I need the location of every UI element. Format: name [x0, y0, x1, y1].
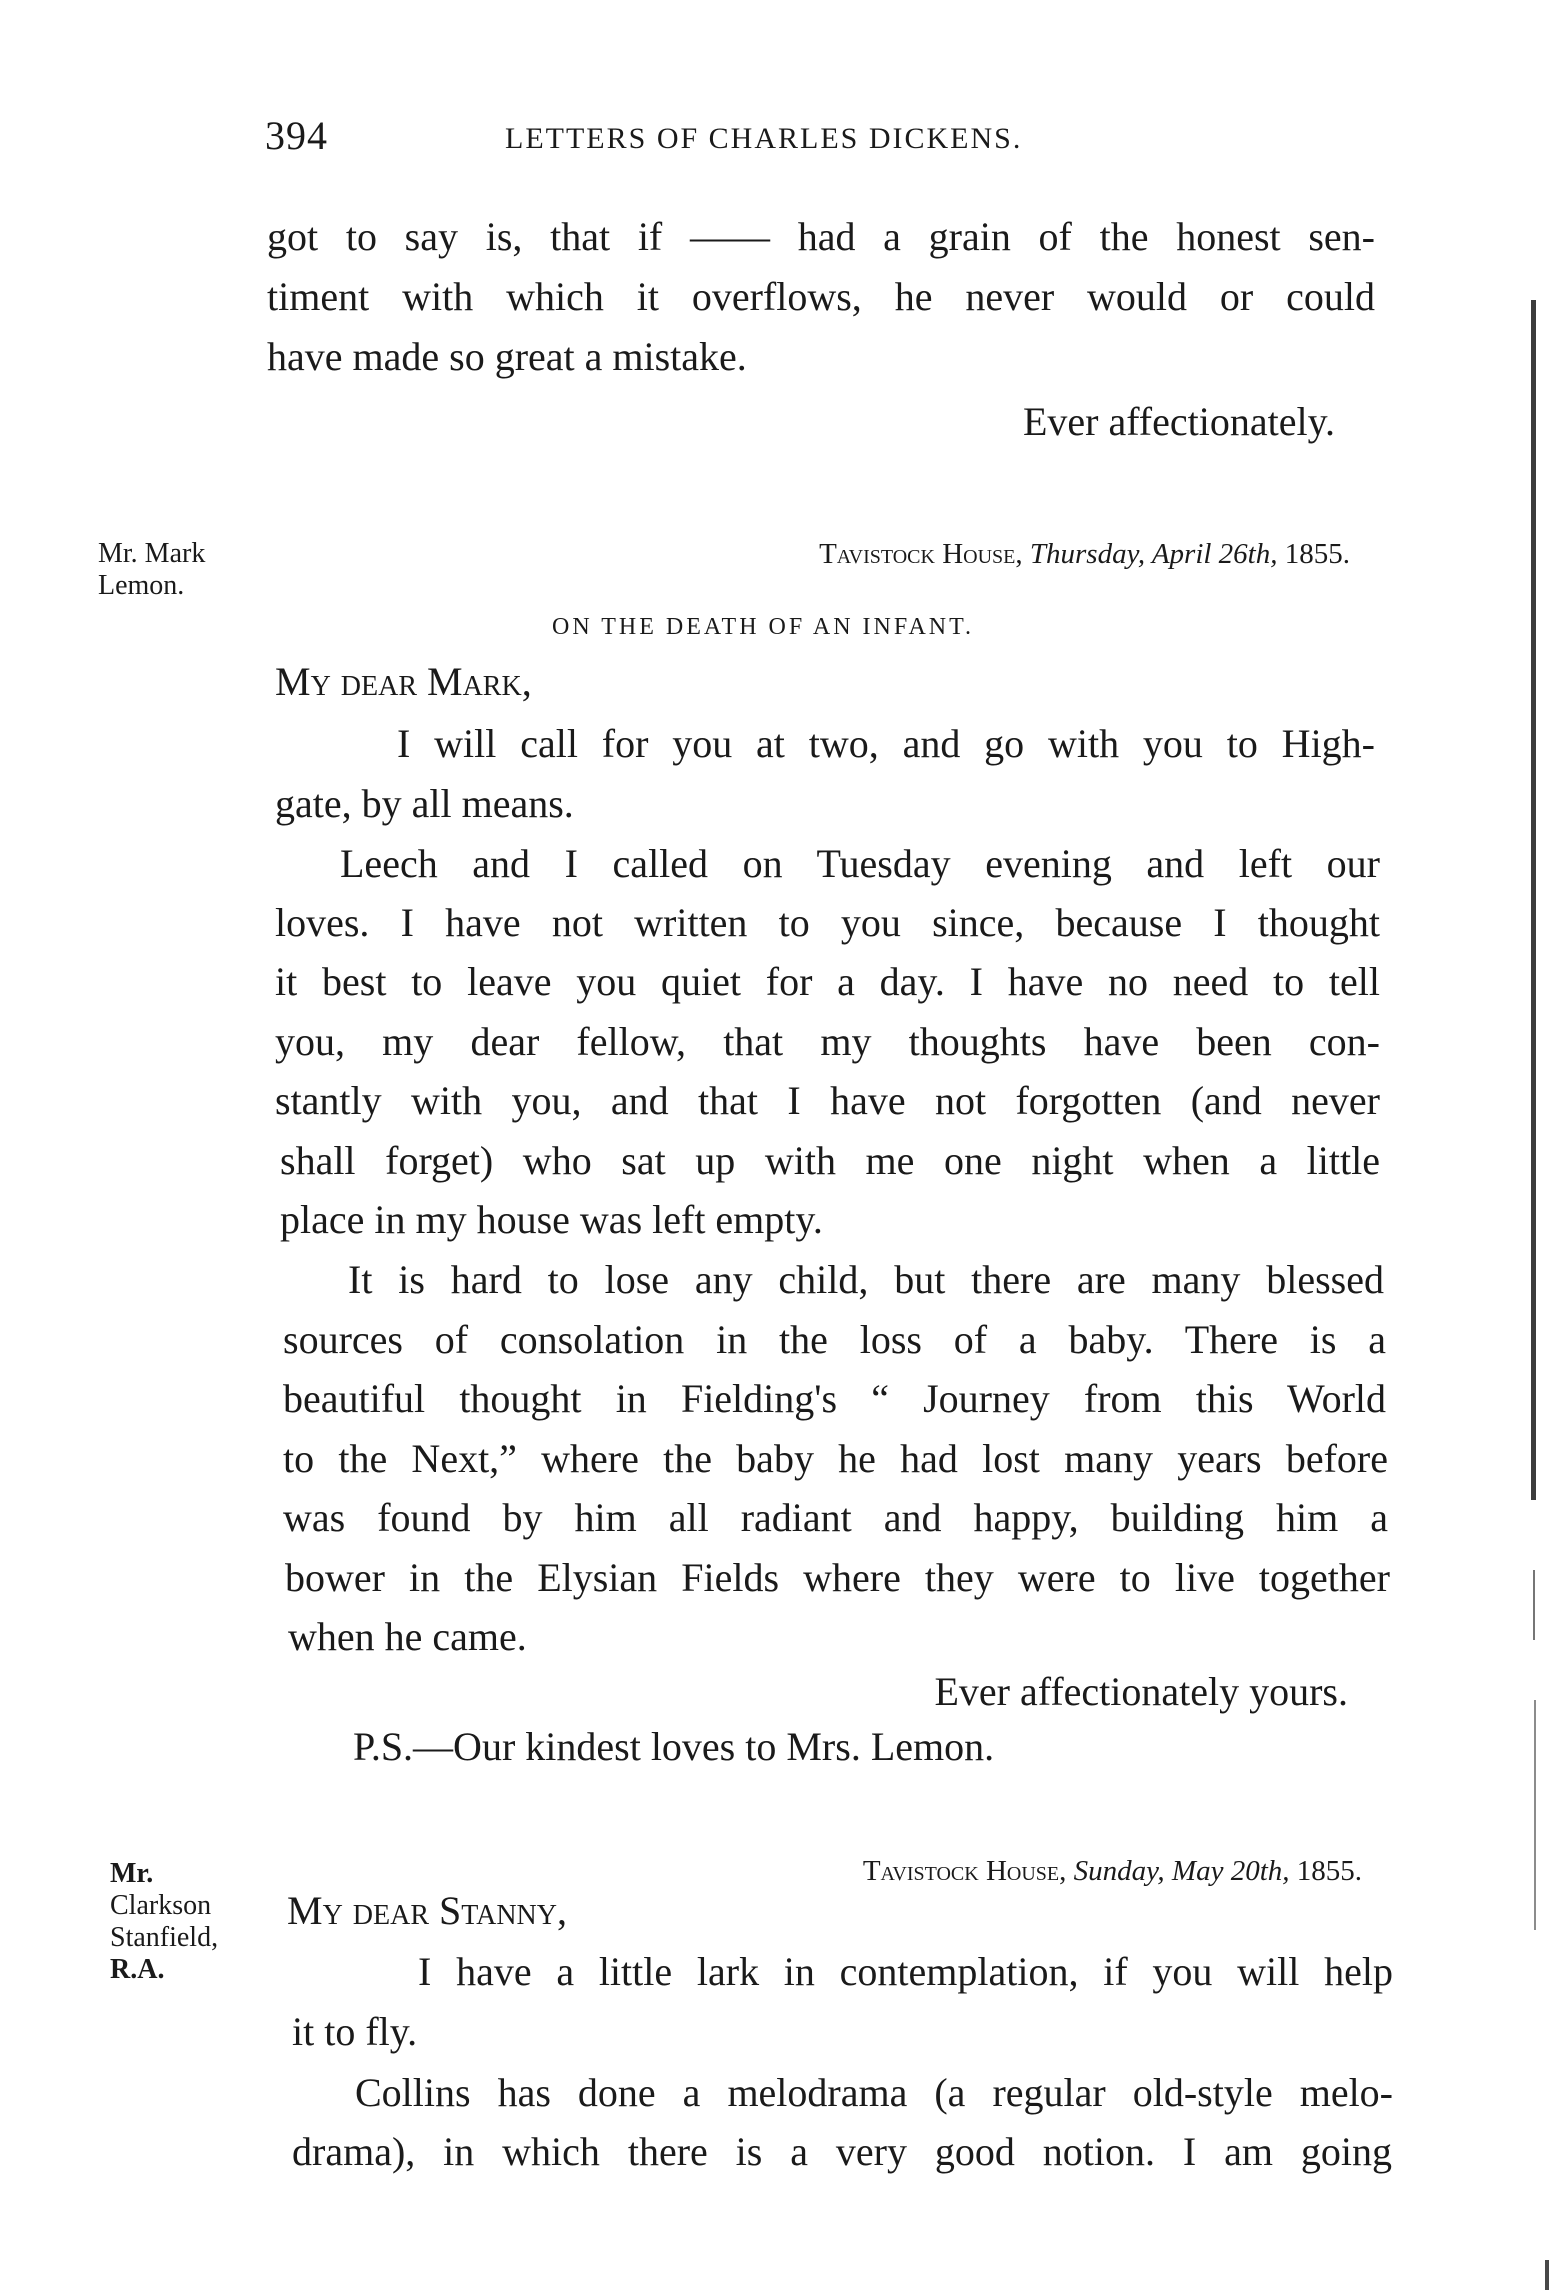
salutation: My dear Stanny, — [287, 1888, 567, 1933]
binding-edge-mark — [1533, 1570, 1535, 1640]
body-line: it best to leave you quiet for a day. I have no need to tell — [275, 959, 1380, 1004]
letter-heading: ON THE DEATH OF AN INFANT. — [552, 614, 974, 640]
body-line: was found by him all radiant and happy, building him a — [283, 1495, 1388, 1540]
body-line: got to say is, that if —— had a grain of the honest sen- — [267, 214, 1375, 259]
body-line: have made so great a mistake. — [267, 334, 747, 379]
dateline-year: 1855. — [1284, 538, 1350, 570]
dateline-day: Thursday, April 26th, — [1029, 538, 1278, 570]
recipient-note-line: Stanfield, — [110, 1922, 219, 1953]
page-header — [265, 112, 1145, 162]
recipient-note-line: Mr. — [110, 1858, 154, 1889]
body-line: It is hard to lose any child, but there are many blessed — [348, 1257, 1384, 1302]
body-line: place in my house was left empty. — [280, 1197, 823, 1242]
closing: Ever affectionately yours. — [934, 1669, 1348, 1714]
body-line: timent with which it overflows, he never would or could — [267, 274, 1375, 319]
dateline-place: Tavistock House, — [819, 538, 1023, 570]
body-line: Leech and I called on Tuesday evening and left our — [340, 841, 1380, 886]
closing: Ever affectionately. — [1022, 399, 1335, 444]
body-line: when he came. — [288, 1614, 527, 1659]
recipient-note-line: Clarkson — [110, 1890, 212, 1921]
recipient-note — [98, 538, 205, 602]
body-line: bower in the Elysian Fields where they were to live together — [285, 1555, 1390, 1600]
body-line: I will call for you at two, and go with you to High- — [397, 721, 1375, 766]
body-line: Collins has done a melodrama (a regular old-style melo- — [355, 2070, 1393, 2115]
recipient-note-line: R.A. — [110, 1954, 165, 1985]
body-line: gate, by all means. — [275, 781, 574, 826]
body-line: loves. I have not written to you since, because I thought — [275, 900, 1380, 945]
body-line: stantly with you, and that I have not forgotten (and never — [275, 1078, 1380, 1123]
recipient-note-line: Lemon. — [98, 570, 185, 601]
dateline — [560, 538, 1350, 571]
body-line: drama), in which there is a very good notion. I am going — [292, 2129, 1392, 2174]
dateline-day: Sunday, May 20th, — [1073, 1855, 1290, 1887]
binding-edge-mark — [1534, 1700, 1536, 1930]
body-line: beautiful thought in Fielding's “ Journey from this World — [283, 1376, 1386, 1421]
recipient-note-line: Mr. Mark — [98, 538, 206, 569]
binding-edge-mark — [1531, 300, 1536, 1500]
body-line: shall forget) who sat up with me one night when a little — [280, 1138, 1380, 1183]
body-line: to the Next,” where the baby he had lost many years before — [283, 1436, 1388, 1481]
dateline-place: Tavistock House, — [862, 1855, 1067, 1887]
postscript: P.S.—Our kindest loves to Mrs. Lemon. — [353, 1724, 995, 1769]
binding-edge-mark — [1545, 2260, 1549, 2290]
body-line: I have a little lark in contemplation, if you will help — [418, 1949, 1393, 1994]
body-line: you, my dear fellow, that my thoughts have been con- — [275, 1019, 1380, 1064]
salutation: My dear Mark, — [275, 659, 532, 704]
page-number: 394 — [265, 113, 328, 158]
body-line: it to fly. — [292, 2009, 418, 2054]
dateline-year: 1855. — [1296, 1855, 1362, 1887]
running-head: LETTERS OF CHARLES DICKENS. — [505, 122, 1023, 155]
body-line: sources of consolation in the loss of a baby. There is a — [283, 1317, 1386, 1362]
recipient-note — [110, 1858, 218, 1986]
dateline — [640, 1855, 1362, 1888]
